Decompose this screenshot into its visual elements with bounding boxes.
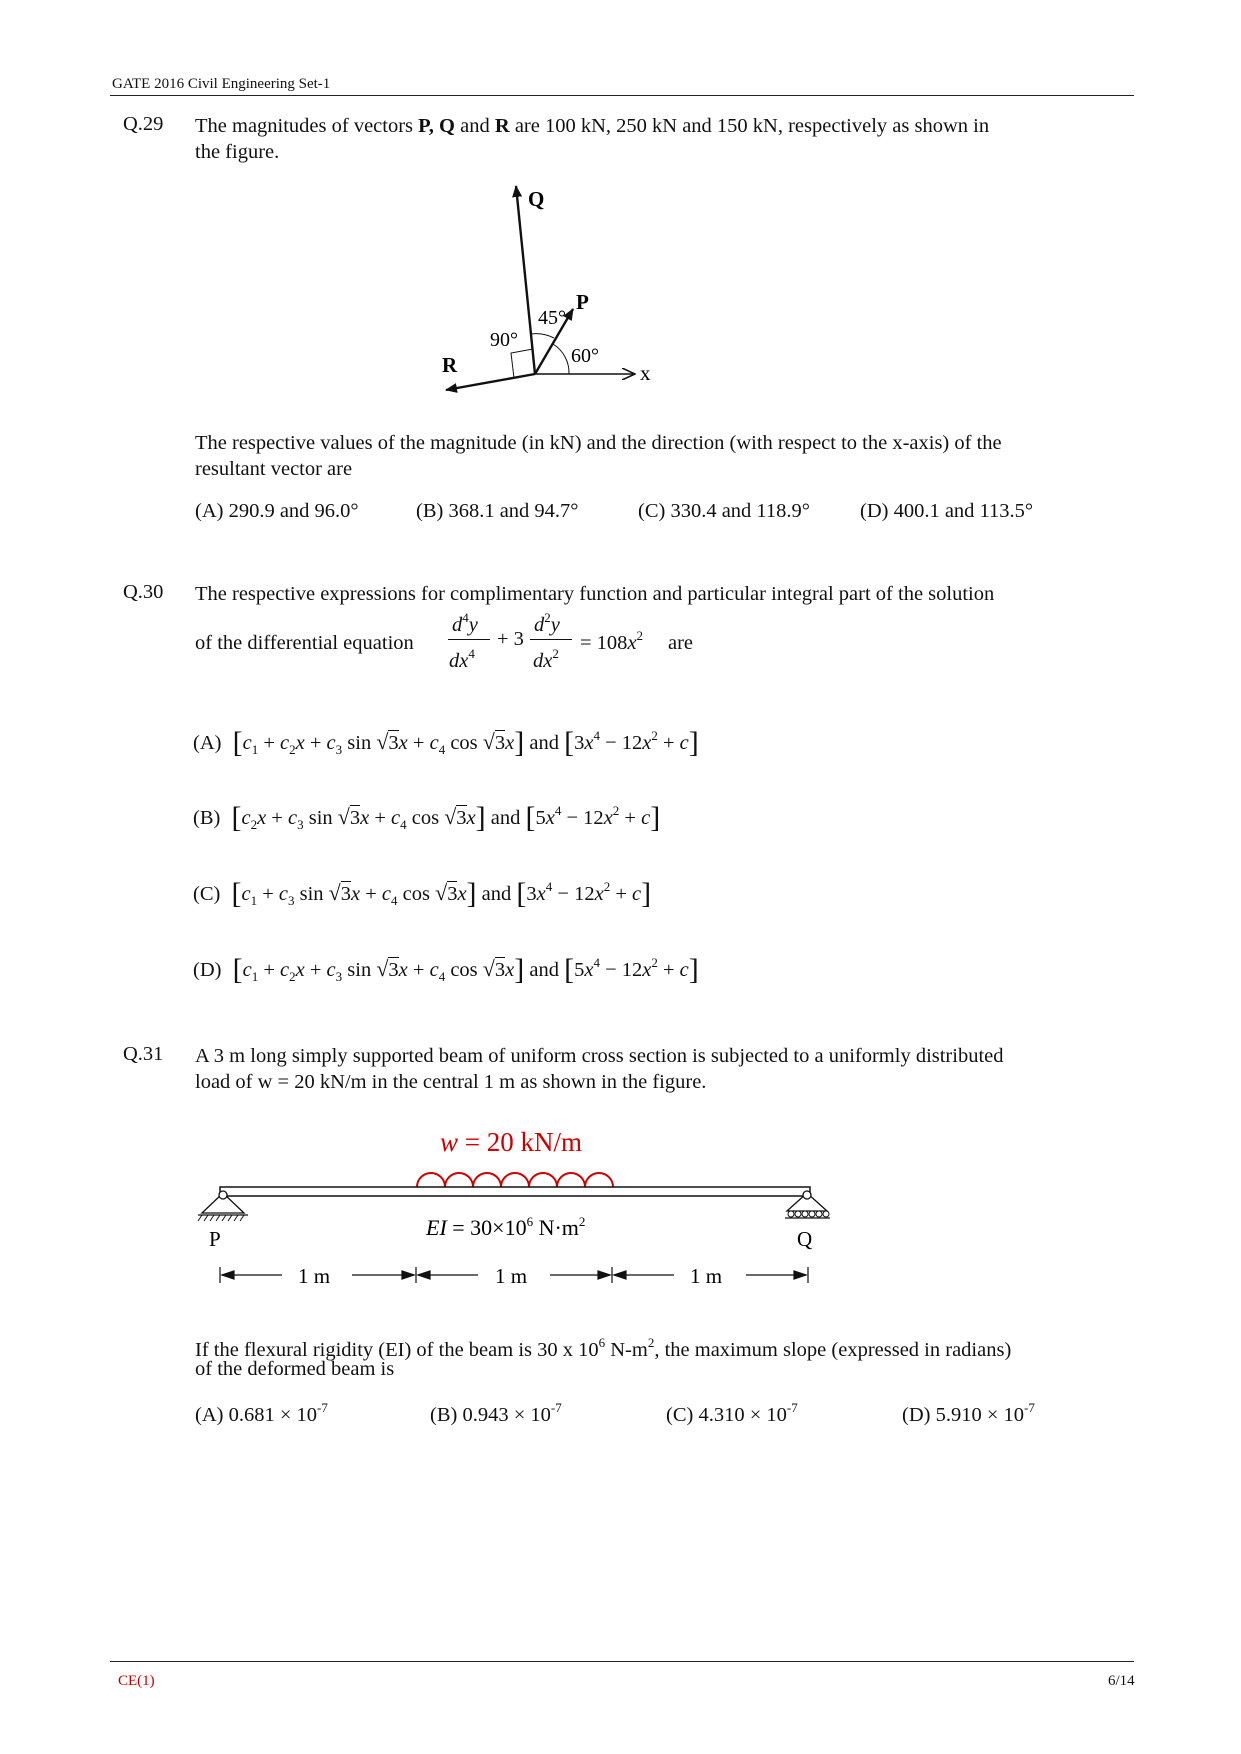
q31-question-line1: If the flexural rigidity (EI) of the beam is 30 x $10^6$ $N-m^2$, the maximum slope (expressed in radians): [195, 1335, 1012, 1361]
q31-option-a[interactable]: (A) $0.681 \times 10^{-7}$: [195, 1400, 328, 1426]
q29-number: Q.29: [123, 113, 164, 135]
q31-option-b[interactable]: (B) $0.943 \times 10^{-7}$: [430, 1400, 562, 1426]
arc-45: [531, 334, 554, 338]
vector-r: [446, 374, 535, 390]
q29-option-d[interactable]: (D) 400.1 and 113.5°: [860, 500, 1034, 522]
page-number: 6/14: [1108, 1673, 1135, 1689]
q29-question-line2: resultant vector are: [195, 458, 353, 480]
q31-question-line2: of the deformed beam is: [195, 1358, 395, 1380]
q30-differential-equation: $d^4y$ $dx^4$ + 3 $d^2y$ $dx^2$ = $108x^2$: [449, 610, 644, 672]
span-2-label: 1 m: [495, 1264, 528, 1288]
support-q-label: Q: [797, 1227, 813, 1251]
q30-text-line2-post: are: [668, 632, 694, 654]
arc-60: [553, 344, 569, 374]
support-p-label: P: [209, 1227, 221, 1251]
q30-option-d[interactable]: (D) [$c_1 + c_2x + c_3$ $\sin √3x + c_4$ cos √3x] and $[5x^4 - 12x^2 + c]$: [193, 953, 699, 986]
q29-option-c[interactable]: (C) 330.4 and 118.9°: [638, 500, 810, 522]
q31-text-line1: A 3 m long simply supported beam of uniform cross section is subjected to a uniformly distributed: [195, 1045, 1004, 1067]
label-p: P: [576, 290, 589, 314]
q29-text: The magnitudes of vectors P, Q and R are 100 kN, 250 kN and 150 kN, respectively as shown in: [195, 115, 990, 137]
q30-text-line2-pre: of the differential equation: [195, 632, 414, 654]
span-3-label: 1 m: [690, 1264, 723, 1288]
label-60: 60°: [571, 345, 599, 367]
label-45: 45°: [538, 307, 566, 329]
q30-option-a[interactable]: (A) [$c_1 + c_2x + c_3$ $\sin √3x + c_4$ cos √3x] and $[3x^4 - 12x^2 + c]$: [193, 726, 699, 759]
q31-beam-figure: [190, 1115, 850, 1295]
right-angle-marker: [511, 349, 533, 378]
beam: [220, 1187, 810, 1196]
footer-code: CE(1): [118, 1673, 155, 1689]
q29-vector-figure: [420, 170, 680, 410]
footer-rule: [110, 1661, 1134, 1662]
q31-text-line2: load of w = 20 kN/m in the central 1 m as shown in the figure.: [195, 1071, 707, 1093]
q30-text-line1: The respective expressions for complimentary function and particular integral part of the solution: [195, 583, 995, 605]
q31-number: Q.31: [123, 1043, 164, 1065]
q30-option-c[interactable]: (C) [$c_1 + c_3$ $\sin √3x + c_4$ cos √3x] and $[3x^4 - 12x^2 + c]$: [193, 877, 652, 910]
span-1-label: 1 m: [298, 1264, 331, 1288]
q30-option-b[interactable]: (B) [$c_2x + c_3$ $\sin √3x + c_4$ cos √3x] and $[5x^4 - 12x^2 + c]$: [193, 801, 661, 834]
q29-text-line2: the figure.: [195, 141, 280, 163]
load-label: w = 20 kN/m: [440, 1127, 582, 1157]
page-header-title: GATE 2016 Civil Engineering Set-1: [112, 76, 331, 92]
header-rule: [110, 95, 1134, 96]
q30-number: Q.30: [123, 581, 164, 603]
q29-question-line1: The respective values of the magnitude (in kN) and the direction (with respect to the x-axis) of the: [195, 432, 1002, 454]
label-r: R: [442, 353, 458, 377]
label-x: x: [640, 361, 651, 385]
label-90: 90°: [490, 329, 518, 351]
q31-option-d[interactable]: (D) $5.910 \times 10^{-7}$: [902, 1400, 1035, 1426]
vector-q: [516, 186, 535, 374]
q29-option-b[interactable]: (B) 368.1 and 94.7°: [416, 500, 579, 522]
ei-label: EI = $30\times 10^6$ $N\cdot m^2$: [426, 1214, 586, 1240]
label-q: Q: [528, 187, 545, 211]
q29-option-a[interactable]: (A) 290.9 and 96.0°: [195, 500, 359, 522]
distributed-load: [417, 1173, 613, 1187]
q31-option-c[interactable]: (C) $4.310 \times 10^{-7}$: [666, 1400, 798, 1426]
